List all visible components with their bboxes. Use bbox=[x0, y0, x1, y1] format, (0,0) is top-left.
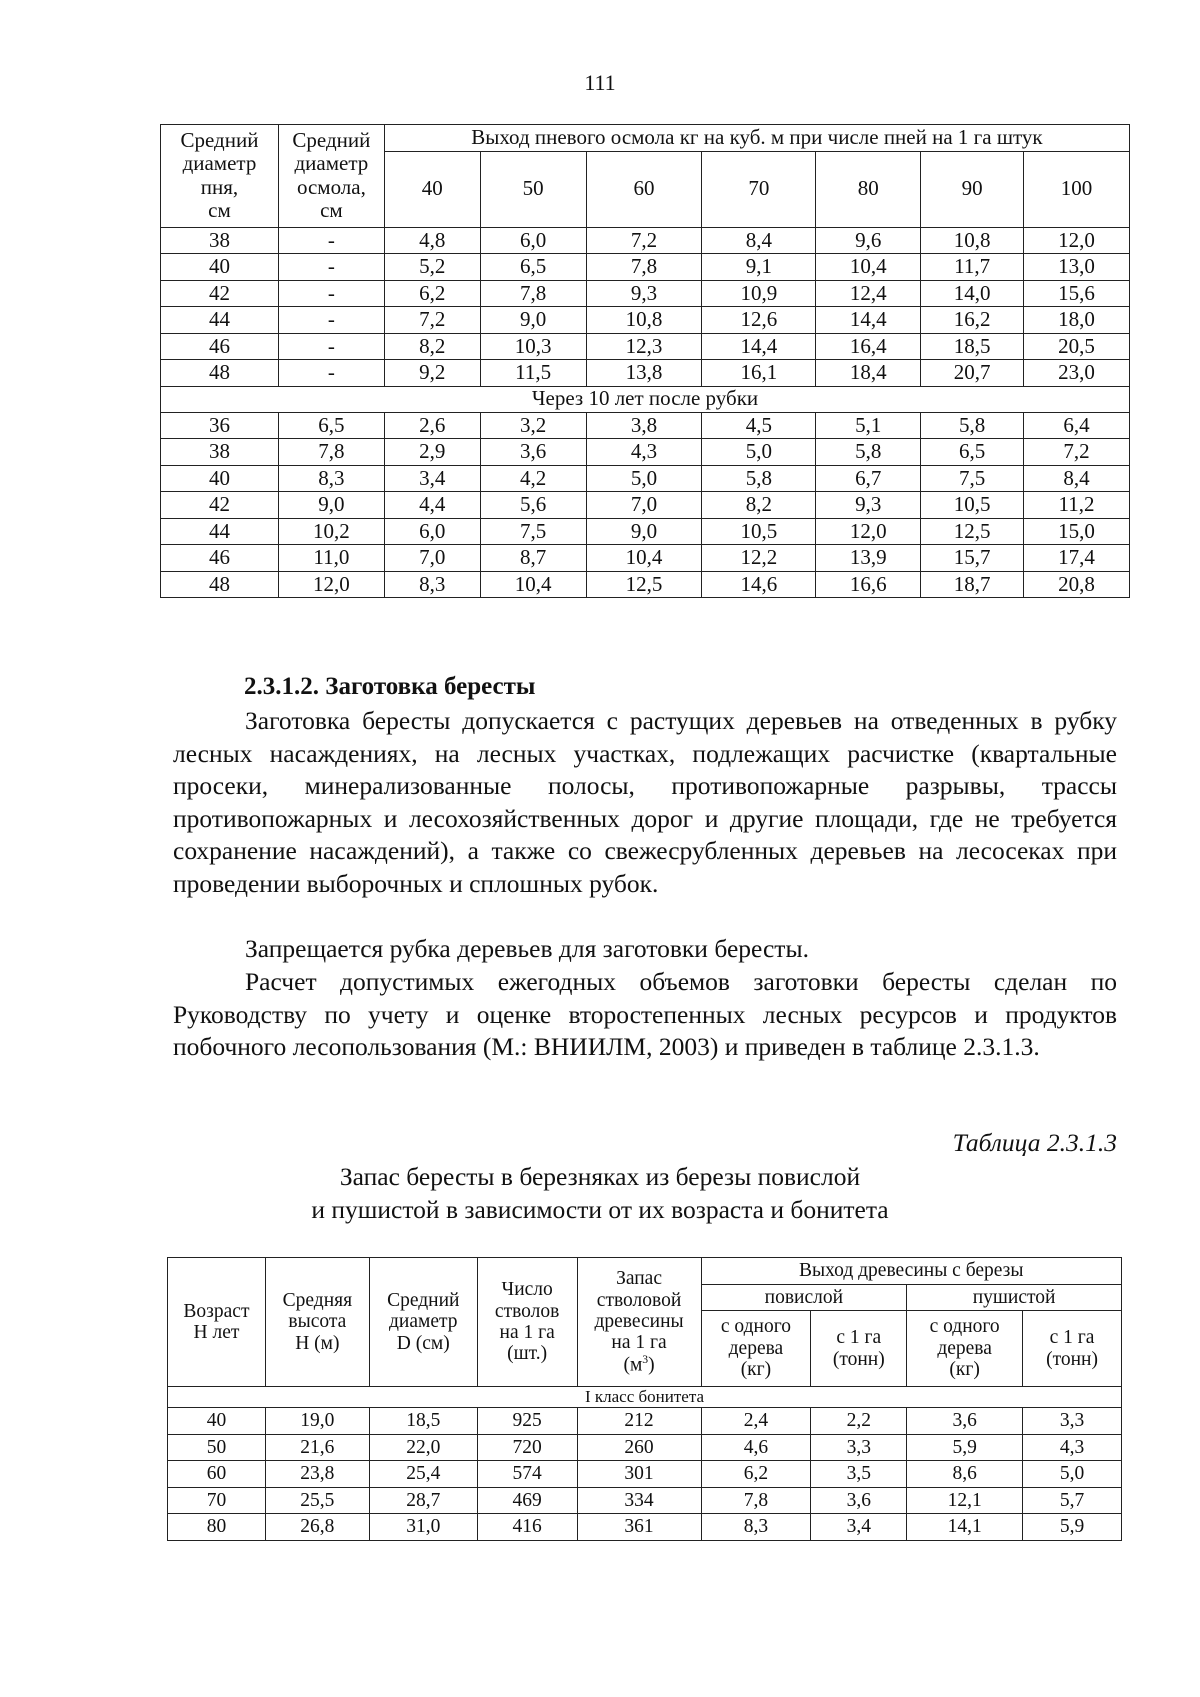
table-cell: 7,5 bbox=[921, 465, 1024, 492]
table-row bbox=[161, 439, 1130, 466]
table-cell: 14,6 bbox=[702, 571, 816, 598]
table-cell: 3,3 bbox=[811, 1434, 907, 1461]
table-cell: 46 bbox=[161, 333, 279, 360]
table-cell: 14,4 bbox=[816, 307, 921, 334]
table-cell: 2,9 bbox=[384, 439, 480, 466]
header-yield-group: Выход пневого осмола кг на куб. м при числе пней на 1 га штук bbox=[384, 125, 1129, 152]
table-cell: 9,0 bbox=[480, 307, 586, 334]
table-cell: 12,1 bbox=[907, 1487, 1023, 1514]
section-label-site-class: I класс бонитета bbox=[168, 1387, 1122, 1408]
table-cell: 19,0 bbox=[265, 1408, 369, 1435]
table-cell: 80 bbox=[168, 1514, 266, 1541]
table-cell: 20,7 bbox=[921, 360, 1024, 387]
table-cell: 3,6 bbox=[907, 1408, 1023, 1435]
table-cell: 9,6 bbox=[816, 227, 921, 254]
table-cell: 40 bbox=[161, 254, 279, 281]
table-cell: 7,8 bbox=[586, 254, 702, 281]
table-cell: 11,2 bbox=[1024, 492, 1130, 519]
table-cell: 4,2 bbox=[480, 465, 586, 492]
table-cell: 8,4 bbox=[1024, 465, 1130, 492]
paragraph: Расчет допустимых ежегодных объемов заготовки бересты сделан по Руководству по учету и оценке второстепенных лесных ресурсов и продуктов побочного лесопользования (М.: ВНИИЛМ, 2003) и приведен в таблице 2.3.1.3. bbox=[173, 967, 1117, 1061]
table-cell: 10,4 bbox=[480, 571, 586, 598]
table-row bbox=[161, 360, 1130, 387]
table-row bbox=[168, 1408, 1122, 1435]
table-cell: 12,2 bbox=[702, 545, 816, 572]
table-cell: 9,2 bbox=[384, 360, 480, 387]
table-cell: 3,4 bbox=[811, 1514, 907, 1541]
table-cell: 13,0 bbox=[1024, 254, 1130, 281]
table-cell: 10,4 bbox=[816, 254, 921, 281]
paragraph: Запрещается рубка деревьев для заготовки бересты. bbox=[245, 934, 809, 963]
table-cell: 3,4 bbox=[384, 465, 480, 492]
table-row bbox=[161, 333, 1130, 360]
table-cell: 10,4 bbox=[586, 545, 702, 572]
table-cell: 18,5 bbox=[921, 333, 1024, 360]
table-cell: 44 bbox=[161, 518, 279, 545]
table-cell: 8,4 bbox=[702, 227, 816, 254]
table-cell: 12,0 bbox=[278, 571, 384, 598]
table-cell: 8,3 bbox=[701, 1514, 811, 1541]
table-cell: 6,5 bbox=[921, 439, 1024, 466]
table-cell: 31,0 bbox=[369, 1514, 477, 1541]
table-cell: 6,4 bbox=[1024, 412, 1130, 439]
table-cell: - bbox=[278, 333, 384, 360]
table-cell: 7,2 bbox=[586, 227, 702, 254]
table-cell: - bbox=[278, 227, 384, 254]
table-cell: 3,6 bbox=[480, 439, 586, 466]
table-cell: 36 bbox=[161, 412, 279, 439]
table-cell: 6,0 bbox=[480, 227, 586, 254]
table-cell: 8,2 bbox=[702, 492, 816, 519]
table-cell: 8,7 bbox=[480, 545, 586, 572]
table-cell: 26,8 bbox=[265, 1514, 369, 1541]
table-cell: 15,7 bbox=[921, 545, 1024, 572]
table-cell: 70 bbox=[168, 1487, 266, 1514]
header-per-tree: с одного дерева (кг) bbox=[907, 1311, 1023, 1387]
table-cell: 44 bbox=[161, 307, 279, 334]
table-cell: 260 bbox=[577, 1434, 701, 1461]
table-cell: 50 bbox=[168, 1434, 266, 1461]
table-cell: 10,8 bbox=[921, 227, 1024, 254]
header-per-ha: с 1 га (тонн) bbox=[1023, 1311, 1122, 1387]
table-cell: 28,7 bbox=[369, 1487, 477, 1514]
table-cell: 5,0 bbox=[702, 439, 816, 466]
header-species-pubescens: пушистой bbox=[907, 1284, 1122, 1311]
table-cell: 18,7 bbox=[921, 571, 1024, 598]
table-cell: 8,3 bbox=[278, 465, 384, 492]
table-cell: 6,0 bbox=[384, 518, 480, 545]
table-cell: 4,8 bbox=[384, 227, 480, 254]
table-cell: 12,0 bbox=[1024, 227, 1130, 254]
table-row bbox=[168, 1487, 1122, 1514]
header-yield-group: Выход древесины с березы bbox=[701, 1258, 1122, 1285]
table-cell: 18,5 bbox=[369, 1408, 477, 1435]
table-row bbox=[161, 571, 1130, 598]
header-stock: Запас стволовой древесины на 1 га $(м^3)$ bbox=[577, 1258, 701, 1387]
table-cell: 9,3 bbox=[586, 280, 702, 307]
table-cell: 5,9 bbox=[907, 1434, 1023, 1461]
table-cell: 4,4 bbox=[384, 492, 480, 519]
header-per-ha: с 1 га (тонн) bbox=[811, 1311, 907, 1387]
table-cell: 7,5 bbox=[480, 518, 586, 545]
table-cell: 5,2 bbox=[384, 254, 480, 281]
table-cell: 334 bbox=[577, 1487, 701, 1514]
table1-rows-a bbox=[161, 227, 1130, 386]
table-cell: 7,2 bbox=[1024, 439, 1130, 466]
table-cell: 6,2 bbox=[701, 1461, 811, 1488]
table-cell: 25,4 bbox=[369, 1461, 477, 1488]
header-species-pendula: повислой bbox=[701, 1284, 907, 1311]
section-heading: 2.3.1.2. Заготовка бересты bbox=[244, 673, 536, 700]
table-row bbox=[161, 227, 1130, 254]
table-cell: 21,6 bbox=[265, 1434, 369, 1461]
table-row bbox=[161, 280, 1130, 307]
table-cell: 40 bbox=[168, 1408, 266, 1435]
table-title-line: Запас бересты в березняках из березы повислой bbox=[339, 1162, 861, 1191]
section-label-after-felling: Через 10 лет после рубки bbox=[161, 386, 1130, 412]
table-cell: 46 bbox=[161, 545, 279, 572]
table-cell: 15,6 bbox=[1024, 280, 1130, 307]
table-cell: 38 bbox=[161, 439, 279, 466]
table-row bbox=[161, 518, 1130, 545]
table-cell: 48 bbox=[161, 571, 279, 598]
table-cell: 5,0 bbox=[586, 465, 702, 492]
table-cell: 42 bbox=[161, 492, 279, 519]
table-cell: 18,4 bbox=[816, 360, 921, 387]
table-title bbox=[0, 1160, 1200, 1226]
table-cell: 9,3 bbox=[816, 492, 921, 519]
table-cell: 8,3 bbox=[384, 571, 480, 598]
table-cell: 16,4 bbox=[816, 333, 921, 360]
table-cell: 38 bbox=[161, 227, 279, 254]
table-cell: 6,2 bbox=[384, 280, 480, 307]
table-cell: 42 bbox=[161, 280, 279, 307]
table-cell: 12,5 bbox=[586, 571, 702, 598]
table-cell: 10,5 bbox=[921, 492, 1024, 519]
table-cell: 2,6 bbox=[384, 412, 480, 439]
table-cell: 720 bbox=[477, 1434, 577, 1461]
table-cell: 8,6 bbox=[907, 1461, 1023, 1488]
table-row bbox=[161, 465, 1130, 492]
table-cell: 12,5 bbox=[921, 518, 1024, 545]
table-cell: 5,1 bbox=[816, 412, 921, 439]
table-cell: 25,5 bbox=[265, 1487, 369, 1514]
table-row bbox=[161, 412, 1130, 439]
table-cell: 40 bbox=[161, 465, 279, 492]
table-row bbox=[161, 492, 1130, 519]
table-cell: 7,0 bbox=[586, 492, 702, 519]
table-cell: 7,8 bbox=[701, 1487, 811, 1514]
table-cell: 10,3 bbox=[480, 333, 586, 360]
table-cell: 15,0 bbox=[1024, 518, 1130, 545]
header-count: 50 bbox=[480, 151, 586, 227]
table-cell: 22,0 bbox=[369, 1434, 477, 1461]
birch-bark-stock-table bbox=[167, 1257, 1122, 1541]
table-row bbox=[161, 545, 1130, 572]
table-cell: 13,8 bbox=[586, 360, 702, 387]
table-cell: - bbox=[278, 307, 384, 334]
table-cell: 20,5 bbox=[1024, 333, 1130, 360]
table-cell: 5,9 bbox=[1023, 1514, 1122, 1541]
table-cell: 361 bbox=[577, 1514, 701, 1541]
table-cell: - bbox=[278, 280, 384, 307]
table-cell: 12,6 bbox=[702, 307, 816, 334]
page-number: 111 bbox=[584, 70, 616, 95]
header-age: Возраст Н лет bbox=[168, 1258, 266, 1387]
table-cell: 3,2 bbox=[480, 412, 586, 439]
header-count: 40 bbox=[384, 151, 480, 227]
table-cell: 9,1 bbox=[702, 254, 816, 281]
header-count: 60 bbox=[586, 151, 702, 227]
table-caption: Таблица 2.3.1.3 bbox=[952, 1128, 1117, 1157]
table-cell: 9,0 bbox=[586, 518, 702, 545]
table-cell: 10,5 bbox=[702, 518, 816, 545]
table-title-line: и пушистой в зависимости от их возраста и бонитета bbox=[311, 1195, 889, 1224]
table-cell: 20,8 bbox=[1024, 571, 1130, 598]
table-cell: 6,7 bbox=[816, 465, 921, 492]
table-cell: 3,8 bbox=[586, 412, 702, 439]
table-cell: 16,6 bbox=[816, 571, 921, 598]
header-resin-diameter: Средний диаметр осмола, см bbox=[278, 125, 384, 228]
table-row bbox=[168, 1434, 1122, 1461]
table-cell: 3,6 bbox=[811, 1487, 907, 1514]
table-cell: 10,9 bbox=[702, 280, 816, 307]
table1-rows-b bbox=[161, 412, 1130, 598]
table-cell: 4,6 bbox=[701, 1434, 811, 1461]
table-cell: 7,8 bbox=[480, 280, 586, 307]
table-cell: 5,8 bbox=[702, 465, 816, 492]
table-cell: 23,8 bbox=[265, 1461, 369, 1488]
table-cell: 2,2 bbox=[811, 1408, 907, 1435]
table-row bbox=[161, 254, 1130, 281]
table-cell: 16,1 bbox=[702, 360, 816, 387]
table-cell: 11,7 bbox=[921, 254, 1024, 281]
table-row bbox=[168, 1461, 1122, 1488]
table-cell: 7,2 bbox=[384, 307, 480, 334]
resin-yield-table bbox=[160, 124, 1130, 598]
header-count: 90 bbox=[921, 151, 1024, 227]
table-cell: - bbox=[278, 360, 384, 387]
table-cell: 10,8 bbox=[586, 307, 702, 334]
table-cell: 17,4 bbox=[1024, 545, 1130, 572]
table-cell: 5,7 bbox=[1023, 1487, 1122, 1514]
header-diameter: Средний диаметр D (см) bbox=[369, 1258, 477, 1387]
header-stems: Число стволов на 1 га (шт.) bbox=[477, 1258, 577, 1387]
table-cell: 7,8 bbox=[278, 439, 384, 466]
table-cell: 5,8 bbox=[921, 412, 1024, 439]
header-count: 80 bbox=[816, 151, 921, 227]
header-count: 70 bbox=[702, 151, 816, 227]
table-cell: 469 bbox=[477, 1487, 577, 1514]
table-cell: 23,0 bbox=[1024, 360, 1130, 387]
table-cell: 11,5 bbox=[480, 360, 586, 387]
header-count: 100 bbox=[1024, 151, 1130, 227]
header-height: Средняя высота Н (м) bbox=[265, 1258, 369, 1387]
table-cell: 6,5 bbox=[480, 254, 586, 281]
table-cell: 18,0 bbox=[1024, 307, 1130, 334]
table-cell: 2,4 bbox=[701, 1408, 811, 1435]
table-cell: 4,5 bbox=[702, 412, 816, 439]
table-cell: 12,3 bbox=[586, 333, 702, 360]
table-cell: 11,0 bbox=[278, 545, 384, 572]
table-cell: 3,3 bbox=[1023, 1408, 1122, 1435]
table-cell: 925 bbox=[477, 1408, 577, 1435]
table2-rows bbox=[168, 1408, 1122, 1541]
table-cell: 16,2 bbox=[921, 307, 1024, 334]
table-cell: 3,5 bbox=[811, 1461, 907, 1488]
table-cell: 13,9 bbox=[816, 545, 921, 572]
table-cell: 12,4 bbox=[816, 280, 921, 307]
table-cell: - bbox=[278, 254, 384, 281]
table-cell: 574 bbox=[477, 1461, 577, 1488]
table-cell: 14,4 bbox=[702, 333, 816, 360]
table-cell: 9,0 bbox=[278, 492, 384, 519]
table-cell: 6,5 bbox=[278, 412, 384, 439]
paragraph: Заготовка бересты допускается с растущих деревьев на отведенных в рубку лесных насаждениях, на лесных участках, подлежащих расчистке (квартальные просеки, минерализованные полосы, противопожарные разрывы, трассы противопожарных и лесохозяйственных дорог и другие площади, где не требуется сохранение насаждений), а также со свежесрубленных деревьев на лесосеках при проведении выборочных и сплошных рубок. bbox=[173, 706, 1117, 898]
table-cell: 48 bbox=[161, 360, 279, 387]
table-cell: 4,3 bbox=[586, 439, 702, 466]
table-cell: 5,0 bbox=[1023, 1461, 1122, 1488]
header-per-tree: с одного дерева (кг) bbox=[701, 1311, 811, 1387]
table-cell: 10,2 bbox=[278, 518, 384, 545]
table-row bbox=[161, 307, 1130, 334]
table-cell: 4,3 bbox=[1023, 1434, 1122, 1461]
table-row bbox=[168, 1514, 1122, 1541]
table-cell: 212 bbox=[577, 1408, 701, 1435]
table-cell: 416 bbox=[477, 1514, 577, 1541]
table-cell: 5,6 bbox=[480, 492, 586, 519]
table-cell: 7,0 bbox=[384, 545, 480, 572]
table-cell: 14,1 bbox=[907, 1514, 1023, 1541]
table-cell: 14,0 bbox=[921, 280, 1024, 307]
table-cell: 8,2 bbox=[384, 333, 480, 360]
header-stump-diameter: Средний диаметр пня, см bbox=[161, 125, 279, 228]
table-cell: 5,8 bbox=[816, 439, 921, 466]
table-cell: 12,0 bbox=[816, 518, 921, 545]
table-cell: 60 bbox=[168, 1461, 266, 1488]
table-cell: 301 bbox=[577, 1461, 701, 1488]
